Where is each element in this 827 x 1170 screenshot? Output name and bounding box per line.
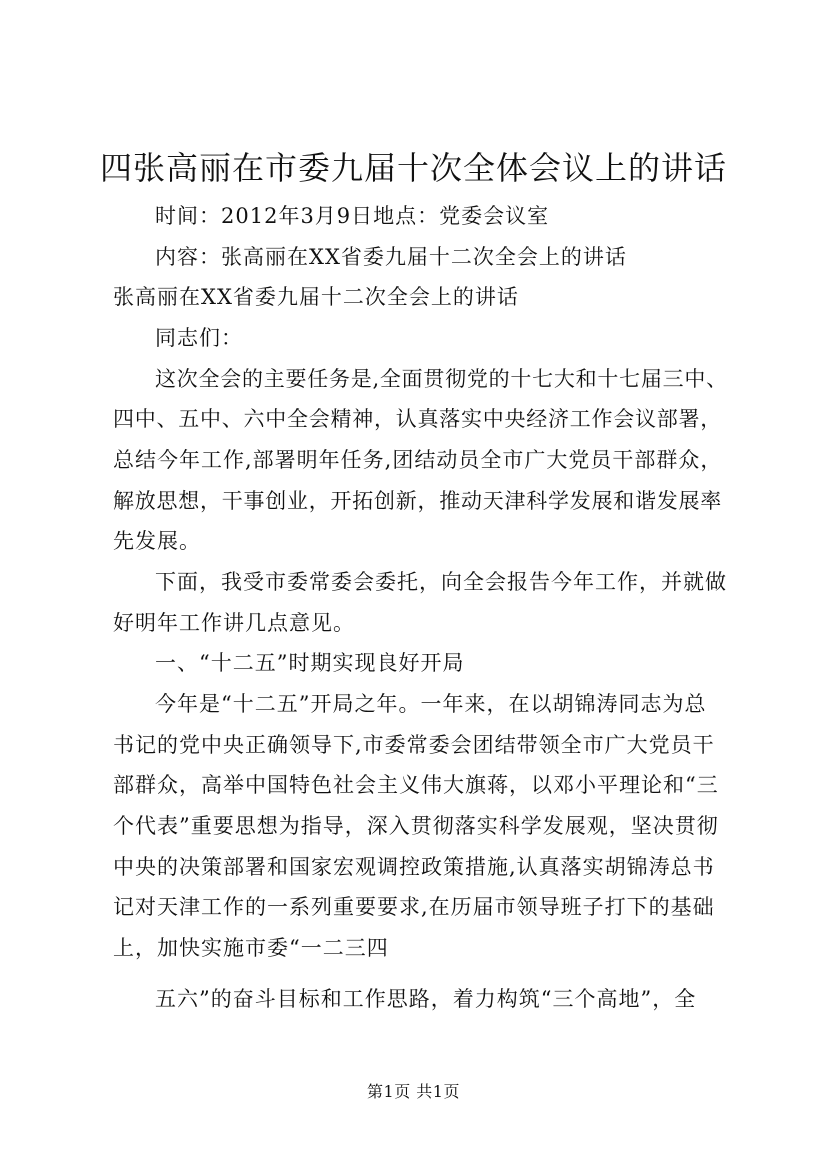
salutation: 同志们： <box>155 326 243 350</box>
paragraph-line: 部群众，高举中国特色社会主义伟大旗蒋，以邓小平理论和“三 <box>113 773 719 797</box>
meta-time-location: 时间：2012年3月9日地点：党委会议室 <box>155 204 550 228</box>
paragraph-line: 上，加快实施市委“一二三四 <box>113 936 389 960</box>
paragraph-line: 下面，我受市委常委会委托，向全会报告今年工作，并就做 <box>155 570 727 594</box>
page-footer: 第1页 共1页 <box>367 1082 460 1101</box>
paragraph-line: 个代表”重要思想为指导，深入贯彻落实科学发展观，坚决贯彻 <box>113 814 719 838</box>
paragraph-line: 先发展。 <box>113 529 201 553</box>
paragraph-line: 解放思想，干事创业，开拓创新，推动天津科学发展和谐发展率 <box>113 489 722 513</box>
document-title: 四张高丽在市委九届十次全体会议上的讲话 <box>99 149 727 187</box>
paragraph-line: 好明年工作讲几点意见。 <box>113 611 355 635</box>
paragraph-line: 五六”的奋斗目标和工作思路，着力构筑“三个高地”，全 <box>155 987 697 1011</box>
paragraph-line: 书记的党中央正确领导下,市委常委会团结带领全市广大党员干 <box>113 733 715 757</box>
paragraph-line: 今年是“十二五”开局之年。一年来，在以胡锦涛同志为总 <box>155 692 707 716</box>
paragraph-line: 四中、五中、六中全会精神，认真落实中央经济工作会议部署， <box>113 407 722 431</box>
paragraph-line: 这次全会的主要任务是,全面贯彻党的十七大和十七届三中、 <box>155 367 728 391</box>
meta-content: 内容：张高丽在XX省委九届十二次全会上的讲话 <box>155 245 627 269</box>
paragraph-line: 记对天津工作的一系列重要要求,在历届市领导班子打下的基础 <box>113 895 715 919</box>
paragraph-line: 中央的决策部署和国家宏观调控政策措施,认真落实胡锦涛总书 <box>113 855 715 879</box>
section-heading: 一、“十二五”时期实现良好开局 <box>155 651 465 675</box>
speech-subtitle: 张高丽在XX省委九届十二次全会上的讲话 <box>113 285 519 309</box>
paragraph-line: 总结今年工作,部署明年任务,团结动员全市广大党员干部群众， <box>113 448 723 472</box>
